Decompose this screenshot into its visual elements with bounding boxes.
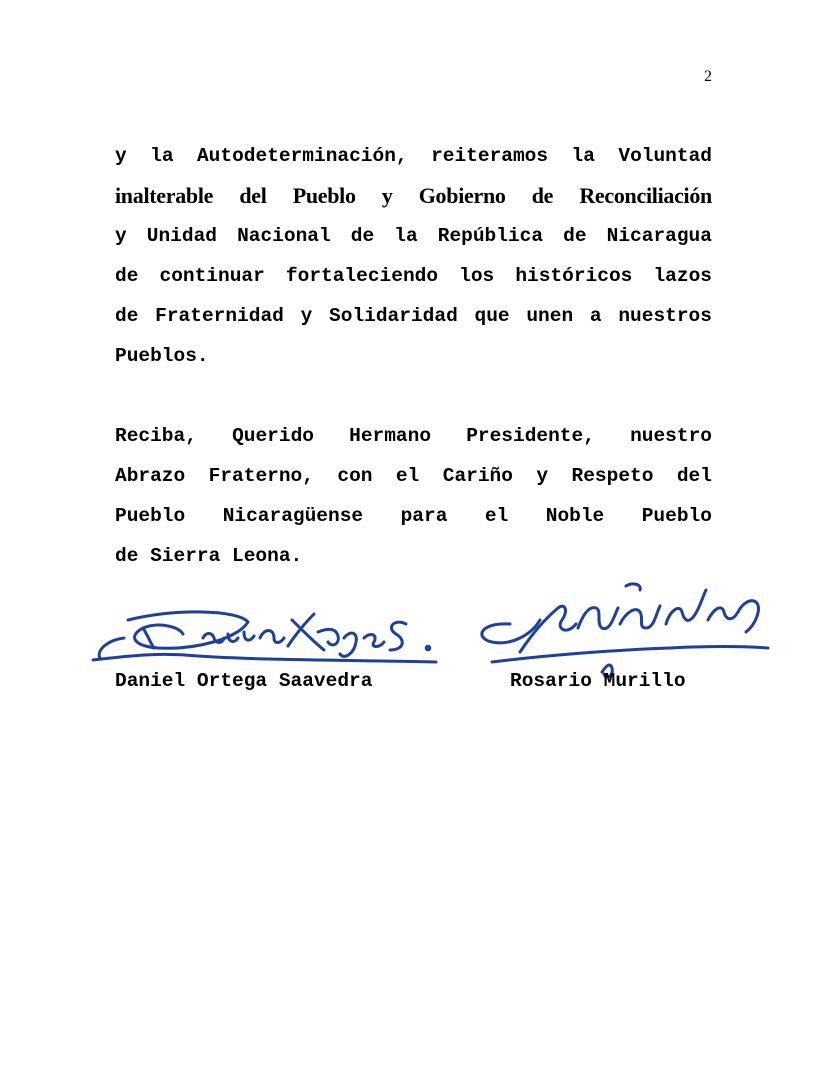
paragraph-line: de Fraternidad y Solidaridad que unen a nuestros (115, 305, 712, 327)
paragraph-line: Abrazo Fraterno, con el Cariño y Respeto del (115, 465, 712, 487)
paragraph-line: y la Autodeterminación, reiteramos la Voluntad (115, 145, 712, 167)
paragraph-line: Pueblo Nicaragüense para el Noble Pueblo (115, 505, 712, 527)
paragraph-greeting (115, 416, 712, 576)
signature-rosario-murillo (470, 572, 770, 682)
signature-daniel-ortega (88, 598, 440, 673)
paragraph-line: Reciba, Querido Hermano Presidente, nuestro (115, 425, 712, 447)
signatory-name-left: Daniel Ortega Saavedra (115, 670, 373, 692)
page-number: 2 (704, 68, 712, 85)
paragraph-line: de continuar fortaleciendo los históricos lazos (115, 265, 712, 287)
signatory-name-right: Rosario Murillo (510, 670, 686, 692)
paragraph-line: inalterable del Pueblo y Gobierno de Reconciliación (115, 183, 712, 208)
paragraph-line: Pueblos. (115, 345, 209, 367)
paragraph-line: de Sierra Leona. (115, 545, 303, 567)
paragraph-closing (115, 136, 712, 376)
paragraph-line: y Unidad Nacional de la República de Nicaragua (115, 225, 712, 247)
